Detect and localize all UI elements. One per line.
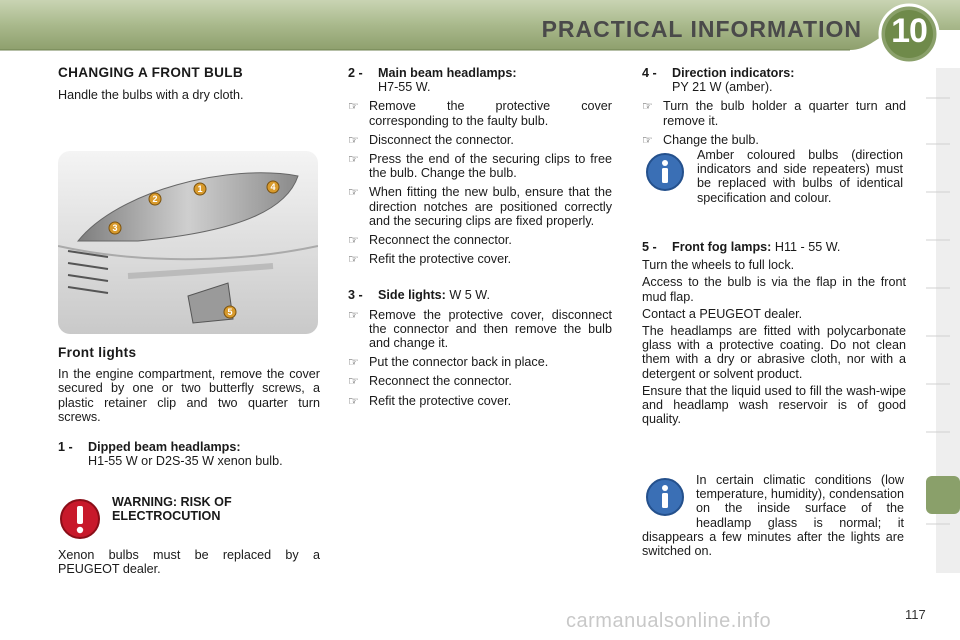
- item-3-steps: [348, 308, 612, 408]
- item-5-number: 5 -: [642, 240, 657, 254]
- column-right: [642, 66, 906, 147]
- item-3-title: Side lights:: [378, 288, 446, 303]
- warning-icon: [59, 498, 101, 540]
- step: ☞ Refit the protective cover.: [348, 252, 512, 267]
- page-title: PRACTICAL INFORMATION: [541, 16, 862, 42]
- step: ☞ Turn the bulb holder a quarter turn and remove it.: [642, 99, 906, 128]
- item-1-text: H1-55 W or D2S-35 W xenon bulb.: [88, 454, 283, 469]
- hand-pointer-icon: ☞: [348, 233, 359, 248]
- info-note-condensation: [642, 473, 904, 558]
- fog-para: Access to the bulb is via the flap in the front mud flap.: [642, 275, 906, 304]
- step: ☞ Reconnect the connector.: [348, 233, 512, 248]
- step: ☞ Remove the protective cover, disconnect the connector and then remove the bulb and change it.: [348, 307, 612, 351]
- item-4-value: PY 21 W (amber).: [672, 80, 773, 95]
- info-note-amber: Amber coloured bulbs (direction indicators and side repeaters) must be replaced with bulbs of identical specification and colour.: [697, 148, 903, 205]
- watermark: carmanualsonline.info: [566, 610, 772, 632]
- fog-para: Ensure that the liquid used to fill the wash-wipe and headlamp wash reservoir is of good quality.: [642, 383, 906, 427]
- header-bar: [0, 0, 960, 58]
- fog-para: Turn the wheels to full lock.: [642, 258, 795, 273]
- callout-3: 3: [112, 223, 118, 233]
- item-1-number: 1 -: [58, 440, 73, 455]
- info-float-spacer: [642, 473, 696, 517]
- front-lights-body: In the engine compartment, remove the cover secured by one or two butterfly screws, a plastic retainer clip and two quarter turn screws.: [58, 367, 320, 424]
- hand-pointer-icon: ☞: [348, 132, 359, 147]
- item-3-number: 3 -: [348, 288, 363, 303]
- page-number: 117: [905, 607, 926, 622]
- item-5-title: Front fog lamps:: [672, 240, 772, 254]
- callout-5: 5: [227, 307, 233, 317]
- hand-pointer-icon: ☞: [348, 307, 359, 322]
- hand-pointer-icon: ☞: [348, 252, 359, 267]
- front-lights-block: [58, 346, 320, 468]
- step: ☞ Put the connector back in place.: [348, 355, 549, 370]
- chapter-side-tabs: [926, 68, 960, 573]
- intro-text: Handle the bulbs with a dry cloth.: [58, 88, 244, 103]
- callout-4: 4: [270, 182, 276, 192]
- item-4-title: Direction indicators:: [672, 66, 795, 80]
- info-note-condensation-text: In certain climatic conditions (low temperature, humidity), condensation on the inside surface of the headlamp glass is normal; it disappears a few minutes after the lights are switched on.: [642, 473, 904, 559]
- step: ☞ When fitting the new bulb, ensure that the direction notches are positioned correctly and the securing clips are fixed properly.: [348, 185, 612, 228]
- fog-para: Contact a PEUGEOT dealer.: [642, 306, 803, 321]
- step: ☞ Reconnect the connector.: [348, 374, 512, 389]
- item-2-title: Main beam headlamps:: [378, 66, 517, 80]
- item-2-steps: [348, 99, 612, 266]
- item-4-number: 4 -: [642, 66, 657, 80]
- step: ☞ Press the end of the securing clips to free the bulb. Change the bulb.: [348, 152, 612, 181]
- item-3-value: W 5 W.: [449, 288, 490, 303]
- item-2-value: H7-55 W.: [378, 80, 431, 95]
- hand-pointer-icon: ☞: [348, 185, 359, 200]
- step: ☞ Change the bulb.: [642, 132, 759, 147]
- headlamp-photo: [58, 151, 318, 334]
- column-middle: [348, 66, 612, 408]
- callout-1: 1: [197, 184, 203, 194]
- fog-para: The headlamps are fitted with polycarbonate glass with a protective coating. Do not clean them with a dry or abrasive cloth, nor with a detergent or solvent product.: [642, 324, 906, 381]
- front-lights-title: Front lights: [58, 345, 137, 360]
- section-title: CHANGING A FRONT BULB: [58, 65, 244, 80]
- hand-pointer-icon: ☞: [348, 374, 359, 389]
- callout-2: 2: [152, 194, 158, 204]
- item-1: [58, 440, 320, 468]
- step: ☞ Refit the protective cover.: [348, 393, 512, 408]
- column-left: [58, 66, 320, 102]
- item-1-title: Dipped beam headlamps:: [88, 440, 241, 455]
- warning-title: WARNING: RISK OF ELECTROCUTION: [112, 495, 232, 524]
- item-5-block: [642, 240, 906, 426]
- hand-pointer-icon: ☞: [348, 152, 359, 167]
- item-5-value: H11 - 55 W.: [774, 240, 841, 254]
- chapter-number: 10: [891, 12, 927, 50]
- warning-text: Xenon bulbs must be replaced by a PEUGEOT dealer.: [58, 548, 320, 577]
- hand-pointer-icon: ☞: [348, 99, 359, 114]
- step: ☞ Disconnect the connector.: [348, 132, 514, 147]
- info-icon: [645, 152, 685, 192]
- hand-pointer-icon: ☞: [642, 132, 653, 147]
- step: ☞ Remove the protective cover corresponding to the faulty bulb.: [348, 99, 612, 128]
- hand-pointer-icon: ☞: [348, 355, 359, 370]
- item-2-number: 2 -: [348, 66, 363, 80]
- hand-pointer-icon: ☞: [348, 393, 359, 408]
- hand-pointer-icon: ☞: [642, 99, 653, 114]
